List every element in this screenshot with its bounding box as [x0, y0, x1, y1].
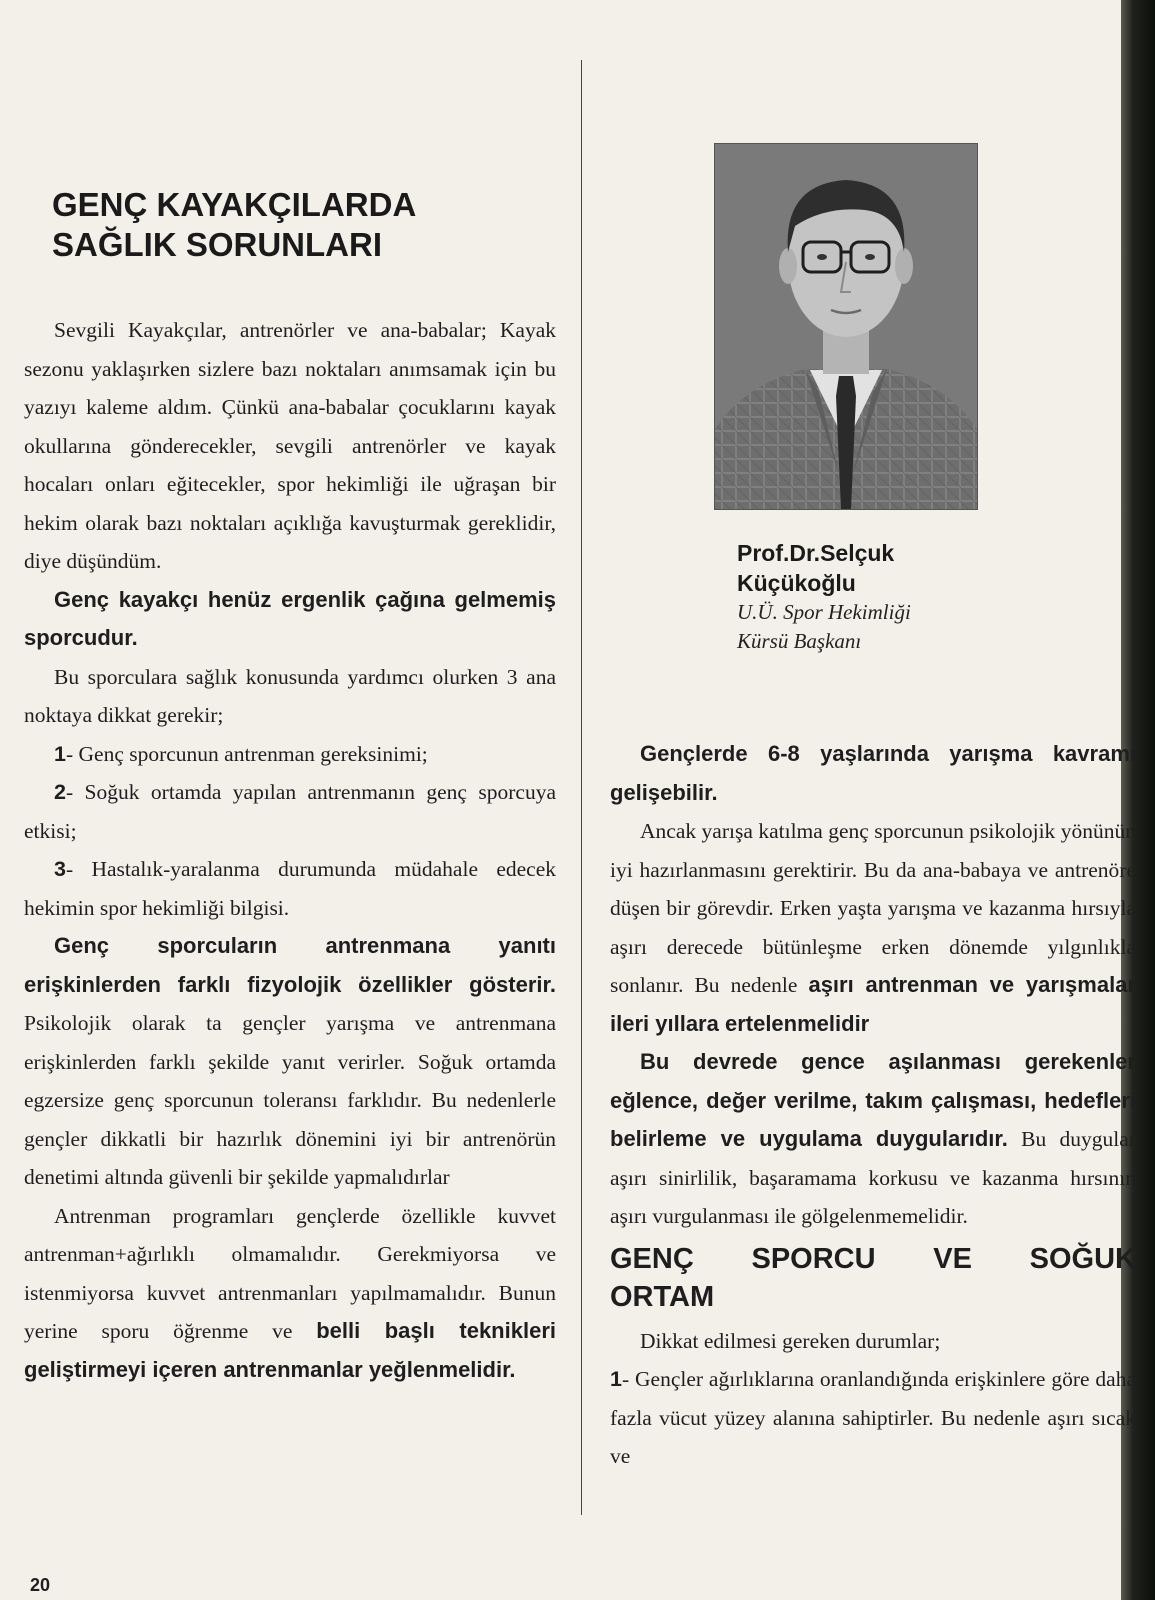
list-item-1 [24, 735, 556, 774]
list-item-2-number: 2 [54, 780, 66, 804]
competition-text: Ancak yarışa katılma genç sporcunun psikolojik yönünün iyi hazırlanmasını gerektirir. Bu da ana-babaya ve antrenöre düşen bir görevdir. Erken yaşta yarışma ve kazanma hırsıyla aşırı derecede bütünleşme erken dönemde yılgınlıkla sonlanır. Bu nedenle [610, 819, 1136, 997]
values-bold: Bu devrede gence aşılanması gerekenler eğlence, değer verilme, takım çalışması, hedefleri belirleme ve uygulama duygularıdır. [610, 1049, 1136, 1151]
physiology-bold-lead: Genç sporcuların antrenmana yanıtı erişkinlerden farklı fizyolojik özellikler gösterir. [24, 933, 556, 997]
right-column [610, 735, 1136, 1476]
three-points-intro: Bu sporculara sağlık konusunda yardımcı olurken 3 ana noktaya dikkat gerekir; [24, 664, 556, 727]
author-role-line-2: Kürsü Başkanı [737, 629, 862, 653]
author-name-line-1: Prof.Dr.Selçuk [737, 540, 895, 566]
section-heading-line-2: ORTAM [610, 1280, 715, 1313]
training-programs-bold: belli başlı teknikleri geliştirmeyi içeren antrenmanlar yeğlenmelidir. [24, 1318, 556, 1382]
cold-list-item-1-number: 1 [610, 1367, 622, 1391]
bold-heading-adolescence: Genç kayakçı henüz ergenlik çağına gelmemiş sporcudur. [24, 586, 556, 650]
training-programs-paragraph [24, 1197, 556, 1390]
list-item-3-number: 3 [54, 857, 66, 881]
list-item-2 [24, 773, 556, 850]
list-item-1-text: - Genç sporcunun antrenman gereksinimi; [65, 741, 428, 766]
list-item-3 [24, 850, 556, 927]
competition-paragraph [610, 812, 1136, 1043]
conditions-intro: Dikkat edilmesi gereken durumlar; [640, 1328, 941, 1353]
competition-bold: aşırı antrenman ve yarışmalar ileri yıllara ertelenmelidir [610, 972, 1136, 1036]
column-divider [581, 60, 582, 1515]
intro-paragraph: Sevgili Kayakçılar, antrenörler ve ana-babalar; Kayak sezonu yaklaşırken sizlere bazı noktaları anımsamak için bu yazıyı kaleme aldım. Çünkü ana-babalar çocuklarını kayak okullarına gönderecekler, sevgili antrenörler ve kayak hocaları onları eğitecekler, spor hekimliği ile uğraşan bir hekim olarak bazı noktaları açıklığa kavuşturmak gereklidir, diye düşündüm. [24, 318, 556, 573]
left-column [24, 185, 556, 1389]
author-role-line-1: U.Ü. Spor Hekimliği [737, 600, 911, 624]
author-portrait-image [715, 144, 977, 509]
training-programs-text: Antrenman programları gençlerde özellikle kuvvet antrenman+ağırlıklı olmamalıdır. Gerekmiyorsa ve istenmiyorsa kuvvet antrenmanları yapılmamalıdır. Bunun yerine sporu öğrenme ve [24, 1203, 556, 1343]
cold-list-item-1-text: - Gençler ağırlıklarına oranlandığında erişkinlere göre daha fazla vücut yüzey alanına sahiptirler. Bu nedenle aşırı sıcak ve [610, 1367, 1136, 1468]
values-text: Bu duygular aşırı sinirlilik, başaramama korkusu ve kazanma hırsının aşırı vurgulanması ile gölgelenmemelidir. [610, 1127, 1136, 1228]
bold-heading-competition: Gençlerde 6-8 yaşlarında yarışma kavramı gelişebilir. [610, 741, 1136, 805]
list-item-1-number: 1 [54, 741, 66, 766]
list-item-2-text: - Soğuk ortamda yapılan antrenmanın genç sporcuya etkisi; [24, 780, 556, 843]
author-name-line-2: Küçükoğlu [737, 570, 856, 596]
article-title-line-2: SAĞLIK SORUNLARI [52, 226, 382, 263]
cold-list-item-1 [610, 1360, 1136, 1476]
author-byline [737, 538, 997, 656]
section-heading-line-1: GENÇ SPORCU VE SOĞUK [610, 1242, 1136, 1275]
physiology-paragraph [24, 927, 556, 1197]
article-title-line-1: GENÇ KAYAKÇILARDA [52, 186, 417, 223]
section-heading-cold-environment [610, 1240, 1136, 1316]
values-paragraph [610, 1043, 1136, 1236]
list-item-3-text: - Hastalık-yaralanma durumunda müdahale edecek hekimin spor hekimliği bilgisi. [24, 857, 556, 920]
physiology-text: Psikolojik olarak ta gençler yarışma ve antrenmana erişkinlerden farklı şekilde yanıt verirler. Soğuk ortamda egzersize genç sporcunun toleransı farklıdır. Bu nedenlerle gençler dikkatli bir hazırlık dönemini iyi bir antrenörün denetimi altında güvenli bir şekilde yapmalıdırlar [24, 1011, 556, 1189]
page-number: 20 [30, 1575, 51, 1595]
article-title [52, 185, 556, 265]
author-photo [714, 143, 978, 510]
